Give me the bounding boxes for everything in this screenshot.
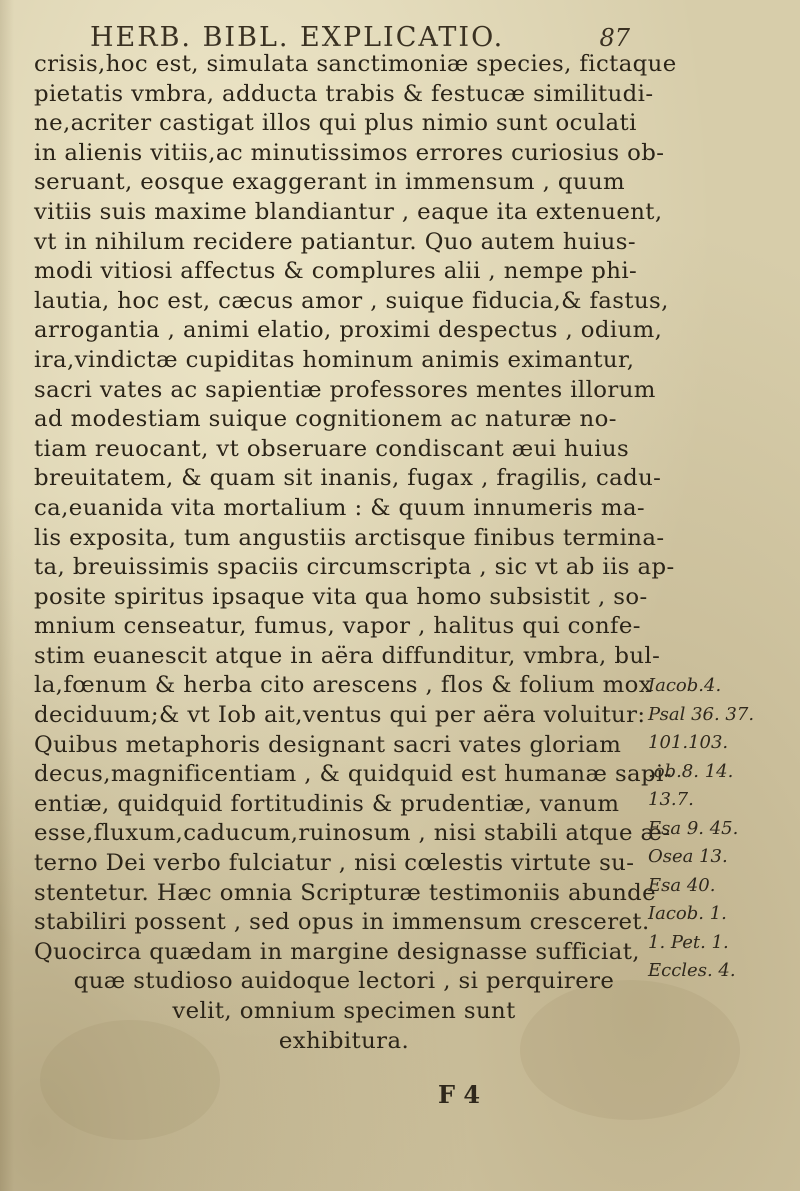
text-line: deciduum;& vt Iob ait,ventus qui per aëra voluitur: [34,702,646,729]
text-line: exhibitura. [278,1027,410,1054]
margin-note: 13.7. [648,789,694,810]
margin-references [648,672,788,986]
text-line: posite spiritus ipsaque vita qua homo subsistit , so- [34,583,648,610]
text-line: vt in nihilum recidere patiantur. Quo autem huius- [34,228,636,255]
text-line: lis exposita, tum angustiis arctisque finibus termina- [34,524,665,551]
text-line: decus,magnificentiam , & quidquid est humanæ sapi- [34,761,672,788]
text-line: terno Dei verbo fulciatur , nisi cœlestis virtute su- [34,850,635,877]
margin-note: .ob.8. 14. [648,760,734,782]
text-line: ne,acriter castigat illos qui plus nimio sunt oculati [34,110,637,137]
text-line: tiam reuocant, vt obseruare condiscant æui huius [34,435,630,462]
margin-note: Esa 9. 45. [648,817,739,839]
margin-note: Esa 40. [648,874,716,896]
text-line: mnium censeatur, fumus, vapor , halitus qui confe- [34,613,641,640]
text-line: ta, breuissimis spaciis circumscripta , sic vt ab iis ap- [34,554,675,581]
text-line: stabiliri possent , sed opus in immensum cresceret. [34,909,650,936]
text-line: la,fœnum & herba cito arescens , flos & folium mox [34,672,653,699]
text-line: modi vitiosi affectus & complures alii , nempe phi- [34,258,638,285]
text-line: arrogantia , animi elatio, proximi despectus , odium, [34,317,663,344]
text-line: vitiis suis maxime blandiantur , eaque ita extenuent, [34,198,663,225]
margin-note: 1. Pet. 1. [648,931,729,953]
text-line: lautia, hoc est, cæcus amor , suique fiducia,& fastus, [34,287,669,314]
text-line: breuitatem, & quam sit inanis, fugax , fragilis, cadu- [34,465,662,492]
text-line: velit, omnium specimen sunt [172,998,516,1024]
text-line: ad modestiam suique cognitionem ac naturæ no- [34,406,617,433]
text-line: stentetur. Hæc omnia Scripturæ testimoniis abunde [34,879,657,906]
margin-note: 101.103. [648,732,729,753]
text-line: Quocirca quædam in margine designasse sufficiat, [34,938,640,965]
text-line: sacri vates ac sapientiæ professores mentes illorum [34,376,656,403]
running-title: HERB. BIBL. EXPLICATIO. [90,22,505,53]
margin-note: Iacob.4. [648,675,722,696]
margin-note: Osea 13. [648,846,728,867]
margin-note: Eccles. 4. [648,960,736,981]
text-line: ira,vindictæ cupiditas hominum animis eximantur, [34,346,635,373]
text-line: entiæ, quidquid fortitudinis & prudentiæ, vanum [34,790,620,817]
text-line: in alienis vitiis,ac minutissimos errores curiosius ob- [34,139,665,166]
text-line: quæ studioso auidoque lectori , si perquirere [73,968,615,995]
signature-mark: F 4 [438,1080,481,1109]
text-line: esse,fluxum,caducum,ruinosum , nisi stabili atque æ- [34,820,671,847]
text-line: crisis,hoc est, simulata sanctimoniæ species, fictaque [34,51,677,77]
page-number: 87 [599,24,630,52]
margin-note: Iacob. 1. [648,903,727,924]
text-line: seruant, eosque exaggerant in immensum , quum [34,169,626,196]
text-line: Quibus metaphoris designant sacri vates gloriam [34,731,622,758]
text-line: stim euanescit atque in aëra diffunditur, vmbra, bul- [34,642,661,669]
text-line: ca,euanida vita mortalium : & quum innumeris ma- [34,494,646,521]
text-line: pietatis vmbra, adducta trabis & festucæ similitudi- [34,80,654,107]
margin-note: Psal 36. 37. [648,703,755,725]
